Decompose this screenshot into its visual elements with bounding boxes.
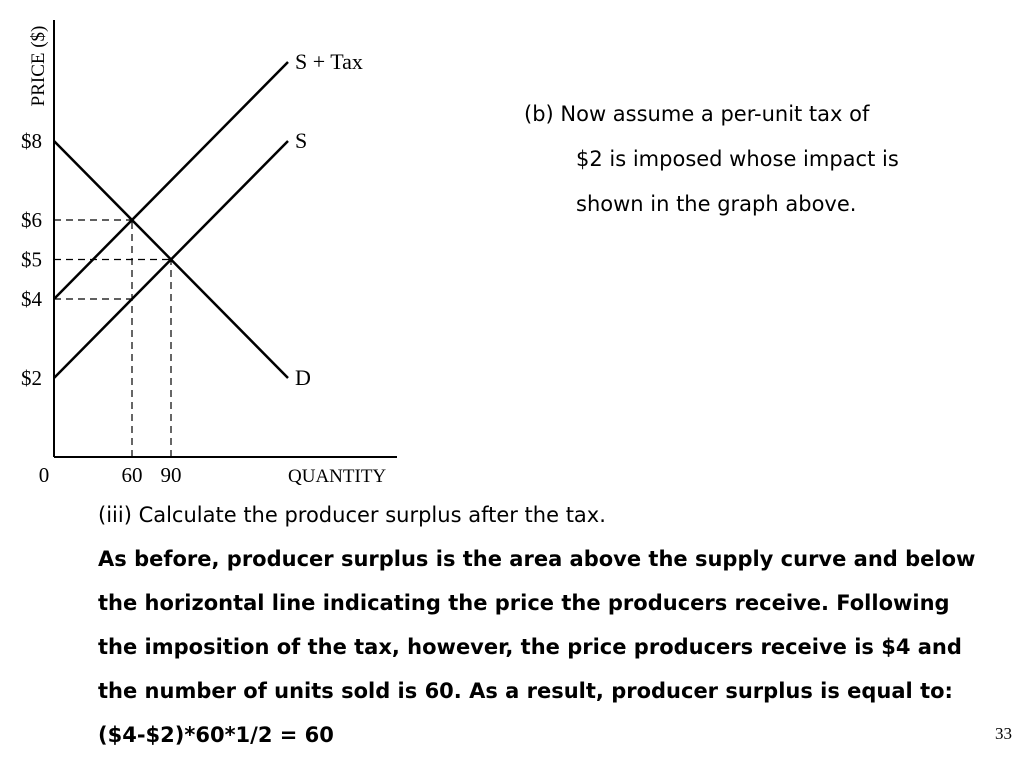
answer-line: ($4-$2)*60*1/2 = 60 [98, 723, 334, 747]
answer-line: the horizontal line indicating the price the producers receive. Following [98, 591, 950, 615]
x-tick-label: 60 [121, 463, 143, 487]
answer-line: the number of units sold is 60. As a result, producer surplus is equal to: [98, 679, 953, 703]
answer-line: As before, producer surplus is the area above the supply curve and below [98, 547, 976, 571]
y-axis-title: PRICE ($) [28, 25, 49, 107]
series-label: D [295, 365, 311, 390]
x-tick-label: 0 [38, 463, 50, 487]
y-tick-label: $2 [21, 366, 42, 390]
question-text: (iii) Calculate the producer surplus after the tax. [98, 503, 606, 527]
x-axis-title: QUANTITY [288, 466, 387, 487]
slide-number: 33 [995, 724, 1012, 743]
supply-demand-chart [0, 0, 420, 495]
series-label: S + Tax [295, 49, 363, 74]
answer-line: the imposition of the tax, however, the price producers receive is $4 and [98, 635, 962, 659]
x-tick-label: 90 [160, 463, 182, 487]
y-tick-label: $6 [21, 208, 42, 232]
y-tick-label: $4 [21, 287, 42, 311]
note-line: (b) Now assume a per-unit tax of [524, 102, 870, 126]
note-line: $2 is imposed whose impact is [576, 147, 899, 171]
series-label: S [295, 128, 308, 153]
y-tick-label: $8 [21, 129, 42, 153]
y-tick-label: $5 [21, 247, 42, 272]
note-line: shown in the graph above. [576, 192, 857, 216]
